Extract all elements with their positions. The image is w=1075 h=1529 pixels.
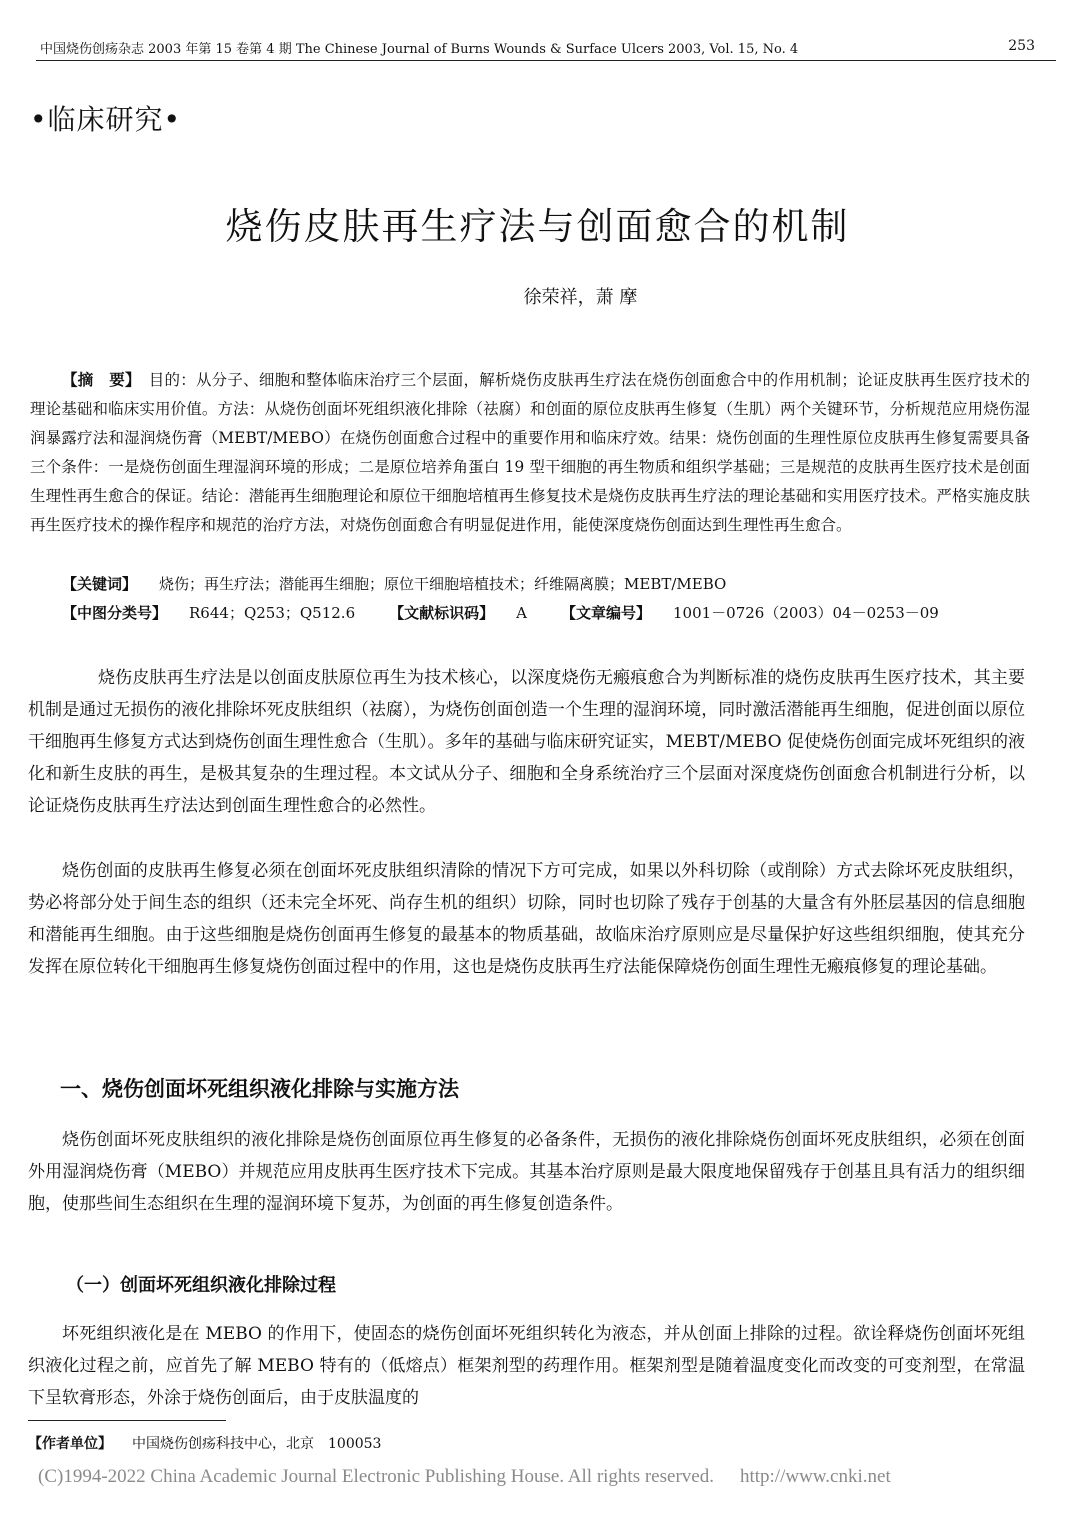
body-paragraph: 坏死组织液化是在 MEBO 的作用下，使固态的烧伤创面坏死组织转化为液态，并从创面上排除的过程。欲诠释烧伤创面坏死组织液化过程之前，应首先了解 MEBO 特有的（低熔点）框架剂型的药理作用。框架剂型是随着温度变化而改变的可变剂型，在常温下呈软膏形态，外涂于烧伤创面后，由于皮肤温度的 bbox=[28, 1324, 1025, 1408]
section-heading: 一、烧伤创面坏死组织液化排除与实施方法 bbox=[60, 1077, 459, 1101]
classification-line bbox=[62, 602, 939, 623]
body-paragraph: 烧伤创面坏死皮肤组织的液化排除是烧伤创面原位再生修复的必备条件，无损伤的液化排除烧伤创面坏死皮肤组织，必须在创面外用湿润烧伤膏（MEBO）并规范应用皮肤再生医疗技术下完成。其基本治疗原则是最大限度地保留残存于创基且具有活力的组织细胞，使那些间生态组织在生理的湿润环境下复苏，为创面的再生修复创造条件。 bbox=[28, 1130, 1025, 1214]
article-number-label: 【文章编号】 bbox=[560, 604, 651, 622]
keywords-text: 烧伤；再生疗法；潜能再生细胞；原位干细胞培植技术；纤维隔离膜；MEBT/MEBO bbox=[159, 575, 727, 593]
section-label: •临床研究• bbox=[30, 103, 182, 136]
copyright-notice bbox=[38, 1466, 891, 1488]
abstract-text: 目的：从分子、细胞和整体临床治疗三个层面，解析烧伤皮肤再生疗法在烧伤创面愈合中的作用机制；论证皮肤再生医疗技术的理论基础和临床实用价值。方法：从烧伤创面坏死组织液化排除（祛腐）和创面的原位皮肤再生修复（生肌）两个关键环节，分析规范应用烧伤湿润暴露疗法和湿润烧伤膏（MEBT/MEBO）在烧伤创面愈合过程中的重要作用和临床疗效。结果：烧伤创面的生理性原位皮肤再生修复需要具备三个条件：一是烧伤创面生理湿润环境的形成；二是原位培养角蛋白 19 型干细胞的再生物质和组织学基础；三是规范的皮肤再生医疗技术是创面生理性再生愈合的保证。结论：潜能再生细胞理论和原位干细胞培植再生修复技术是烧伤皮肤再生疗法的理论基础和实用医疗技术。严格实施皮肤再生医疗技术的操作程序和规范的治疗方法，对烧伤创面愈合有明显促进作用，能使深度烧伤创面达到生理性再生愈合。 bbox=[30, 371, 1030, 534]
author-affiliation bbox=[28, 1433, 381, 1453]
running-header bbox=[40, 38, 1040, 62]
author-1: 徐荣祥， bbox=[523, 287, 596, 308]
keywords-label: 【关键词】 bbox=[62, 575, 138, 593]
body-paragraph: 烧伤创面的皮肤再生修复必须在创面坏死皮肤组织清除的情况下方可完成，如果以外科切除（或削除）方式去除坏死皮肤组织，势必将部分处于间生态的组织（还未完全坏死、尚存生机的组织）切除，同时也切除了残存于创基的大量含有外胚层基因的信息细胞和潜能再生细胞。由于这些细胞是烧伤创面再生修复的最基本的物质基础，故临床治疗原则应是尽量保护好这些组织细胞，使其充分发挥在原位转化干细胞再生修复烧伤创面过程中的作用，这也是烧伤皮肤再生疗法能保障烧伤创面生理性无瘢痕修复的理论基础。 bbox=[28, 861, 1025, 977]
affiliation-label: 【作者单位】 bbox=[28, 1436, 112, 1452]
body-paragraph: 烧伤皮肤再生疗法是以创面皮肤原位再生为技术核心，以深度烧伤无瘢痕愈合为判断标准的烧伤皮肤再生医疗技术，其主要机制是通过无损伤的液化排除坏死皮肤组织（祛腐），为烧伤创面创造一个生理的湿润环境，同时激活潜能再生细胞，促进创面以原位干细胞再生修复方式达到烧伤创面生理性愈合（生肌）。多年的基础与临床研究证实，MEBT/MEBO 促使烧伤创面完成坏死组织的液化和新生皮肤的再生，是极其复杂的生理过程。本文试从分子、细胞和全身系统治疗三个层面对深度烧伤创面愈合机制进行分析，以论证烧伤皮肤再生疗法达到创面生理性愈合的必然性。 bbox=[28, 668, 1025, 816]
copyright-text: (C)1994-2022 China Academic Journal Electronic Publishing House. All rights reserved. bbox=[38, 1466, 714, 1487]
author-list bbox=[0, 283, 1075, 309]
footnote-rule bbox=[28, 1420, 226, 1421]
article-title: 烧伤皮肤再生疗法与创面愈合的机制 bbox=[225, 205, 850, 248]
keywords-line bbox=[62, 573, 726, 594]
clc-value: R644；Q253；Q512.6 bbox=[189, 604, 356, 622]
abstract bbox=[30, 365, 1030, 540]
clc-label: 【中图分类号】 bbox=[62, 604, 168, 622]
journal-citation: 中国烧伤创疡杂志 2003 年第 15 卷第 4 期 The Chinese Journal of Burns Wounds & Surface Ulcers 2003, Vol. 15, No. 4 bbox=[40, 42, 799, 57]
abstract-label: 【摘 要】 bbox=[62, 370, 133, 389]
doc-code-label: 【文献标识码】 bbox=[389, 604, 495, 622]
doc-code-value: A bbox=[516, 604, 527, 622]
page-number: 253 bbox=[1008, 38, 1035, 54]
article-number-value: 1001－0726（2003）04－0253－09 bbox=[672, 604, 939, 622]
header-rule bbox=[36, 60, 1056, 61]
affiliation-text: 中国烧伤创疡科技中心，北京 100053 bbox=[132, 1436, 382, 1452]
author-2: 萧 摩 bbox=[595, 287, 638, 308]
copyright-url[interactable]: http://www.cnki.net bbox=[739, 1466, 891, 1487]
subsection-heading: （一）创面坏死组织液化排除过程 bbox=[66, 1275, 336, 1296]
